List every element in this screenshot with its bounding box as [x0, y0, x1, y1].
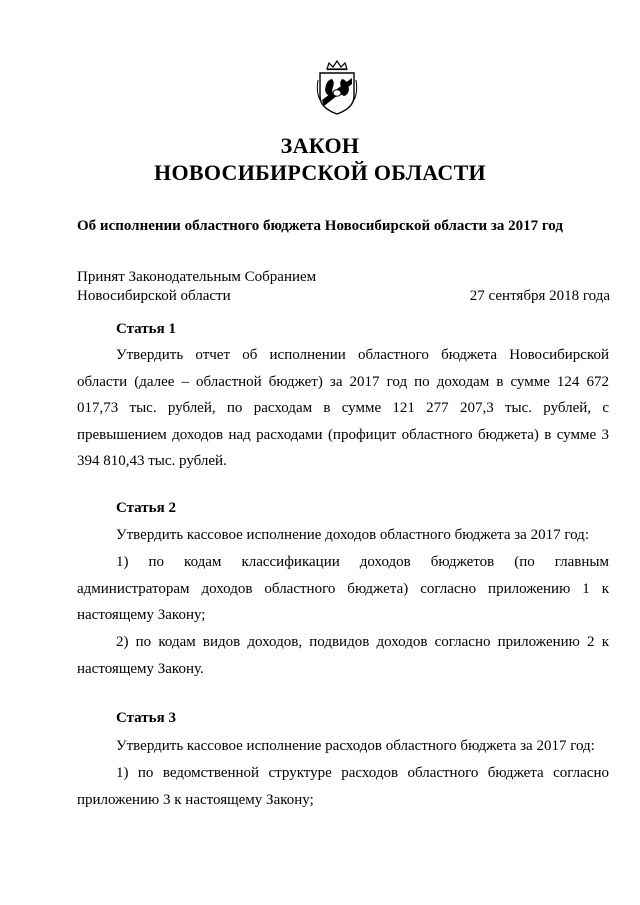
- article-1-heading: Статья 1: [116, 321, 176, 337]
- article-2-intro: Утвердить кассовое исполнение доходов областного бюджета за 2017 год:: [116, 527, 589, 543]
- article-3-item-1: 1) по ведомственной структуре расходов областного бюджета согласно приложению 3 к настоящему Закону;: [77, 765, 609, 808]
- article-3-intro: Утвердить кассовое исполнение расходов областного бюджета за 2017 год:: [116, 738, 595, 754]
- article-2-heading: Статья 2: [116, 500, 176, 516]
- article-3-heading: Статья 3: [116, 710, 176, 726]
- article-1-paragraph: Утвердить отчет об исполнении областного бюджета Новосибирской области (далее – областной бюджет) за 2017 год по доходам в сумме 124 672 017,73 тыс. рублей, по расходам в сумме 121 277 207,3 тыс. рублей, с превышением доходов над расходами (профицит областного бюджета) в сумме 3 394 810,43 тыс. рублей.: [77, 347, 609, 470]
- law-region-title: НОВОСИБИРСКОЙ ОБЛАСТИ: [154, 160, 486, 185]
- novosibirsk-coat-of-arms-icon: [316, 60, 358, 116]
- adoption-date: 27 сентября 2018 года: [469, 288, 610, 304]
- adoption-body-line2: Новосибирской области: [77, 288, 231, 304]
- article-2-item-1: 1) по кодам классификации доходов бюджетов (по главным администраторам доходов областного бюджета) согласно приложению 1 к настоящему Закону;: [77, 554, 609, 624]
- article-2-item-2: 2) по кодам видов доходов, подвидов доходов согласно приложению 2 к настоящему Закону.: [77, 634, 609, 677]
- law-subject: Об исполнении областного бюджета Новосибирской области за 2017 год: [77, 218, 563, 234]
- adoption-body-line1: Принят Законодательным Собранием: [77, 269, 317, 285]
- law-title: ЗАКОН: [280, 133, 360, 158]
